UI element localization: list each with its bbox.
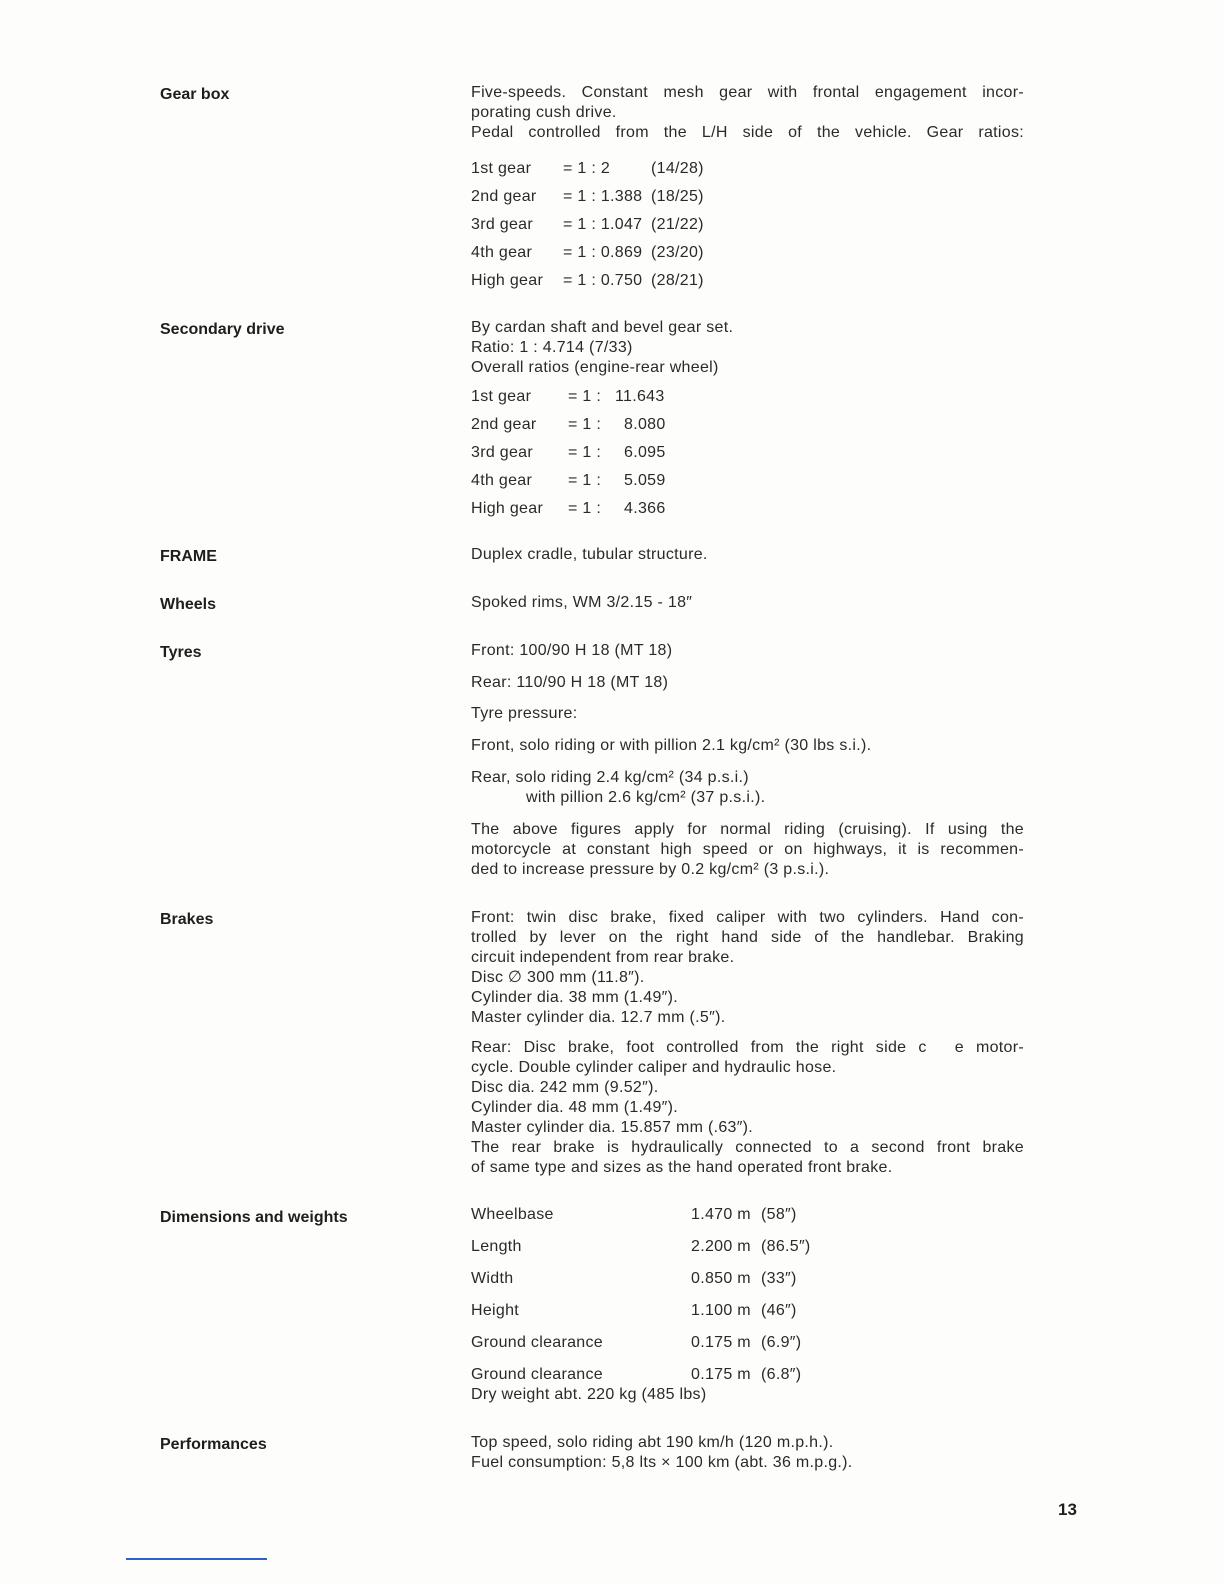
tyre-pressure-label: Tyre pressure: (471, 705, 578, 722)
text-line: cycle. Double cylinder caliper and hydraulic hose. (471, 1059, 837, 1076)
heading-wheels: Wheels (160, 596, 217, 613)
gear-teeth: (21/22) (651, 216, 704, 233)
dimension-value: 0.175 m (691, 1366, 751, 1383)
gear-teeth: (23/20) (651, 244, 704, 261)
dimension-imperial: (86.5″) (761, 1238, 811, 1255)
heading-tyres: Tyres (160, 644, 202, 661)
gear-ratio: = 1 : (568, 388, 602, 405)
text-line: of same type and sizes as the hand operated front brake. (471, 1159, 893, 1176)
gear-name: 4th gear (471, 244, 533, 261)
tyre-pressure-rear: Rear, solo riding 2.4 kg/cm² (34 p.s.i.) (471, 769, 749, 786)
tyres-rear: Rear: 110/90 H 18 (MT 18) (471, 674, 669, 691)
text-line: The above figures apply for normal riding (cruising). If using the (471, 821, 1024, 838)
dimension-imperial: (46″) (761, 1302, 797, 1319)
gear-ratio: = 1 : (568, 416, 602, 433)
dimension-label: Width (471, 1270, 514, 1287)
text-line: Pedal controlled from the L/H side of the vehicle. Gear ratios: (471, 124, 1024, 141)
heading-brakes: Brakes (160, 911, 214, 928)
text-line: Rear: Disc brake, foot controlled from the right side c e motor- (471, 1039, 1024, 1056)
dimension-label: Wheelbase (471, 1206, 554, 1223)
text-line: porating cush drive. (471, 104, 617, 121)
brakes-rear (471, 1038, 1024, 1178)
dimension-imperial: (6.8″) (761, 1366, 802, 1383)
dimension-value: 1.470 m (691, 1206, 751, 1223)
dimension-imperial: (58″) (761, 1206, 797, 1223)
text-line: The rear brake is hydraulically connected to a second front brake (471, 1139, 1024, 1156)
wheels-text: Spoked rims, WM 3/2.15 - 18″ (471, 594, 693, 611)
text-line: Master cylinder dia. 12.7 mm (.5″). (471, 1009, 726, 1026)
tyre-pressure-note (471, 820, 1024, 880)
gear-name: High gear (471, 272, 544, 289)
text-line: Cylinder dia. 38 mm (1.49″). (471, 989, 679, 1006)
gear-teeth: (18/25) (651, 188, 704, 205)
dimension-value: 0.850 m (691, 1270, 751, 1287)
gear-teeth: (28/21) (651, 272, 704, 289)
tyres-front: Front: 100/90 H 18 (MT 18) (471, 642, 673, 659)
brakes-front (471, 908, 1024, 1028)
page-number: 13 (1058, 1500, 1077, 1519)
dimension-label: Ground clearance (471, 1334, 603, 1351)
dry-weight: Dry weight abt. 220 kg (485 lbs) (471, 1386, 707, 1403)
text-line: Top speed, solo riding abt 190 km/h (120 m.p.h.). (471, 1434, 834, 1451)
gearbox-description (471, 83, 1024, 143)
gear-ratio: = 1 : (568, 500, 602, 517)
gear-ratio: = 1 : 2 (563, 160, 611, 177)
dimension-value: 2.200 m (691, 1238, 751, 1255)
gear-ratio: = 1 : 0.869 (563, 244, 643, 261)
gear-ratio-value: 6.095 (624, 444, 666, 461)
gear-ratio: = 1 : 1.388 (563, 188, 643, 205)
heading-secondary-drive: Secondary drive (160, 321, 285, 338)
gear-name: 2nd gear (471, 188, 537, 205)
dimension-label: Ground clearance (471, 1366, 603, 1383)
text-line: motorcycle at constant high speed or on highways, it is recommen- (471, 841, 1024, 858)
text-line: circuit independent from rear brake. (471, 949, 735, 966)
gear-teeth: (14/28) (651, 160, 704, 177)
gear-ratio-value: 8.080 (624, 416, 666, 433)
tyre-pressure-rear-pillion: with pillion 2.6 kg/cm² (37 p.s.i.). (526, 789, 766, 806)
gear-name: 4th gear (471, 472, 533, 489)
text-line: Front: twin disc brake, fixed caliper with two cylinders. Hand con- (471, 909, 1024, 926)
gear-ratio: = 1 : (568, 444, 602, 461)
gear-name: High gear (471, 500, 544, 517)
gear-name: 3rd gear (471, 444, 533, 461)
dimension-label: Length (471, 1238, 522, 1255)
gear-name: 1st gear (471, 160, 532, 177)
dimension-imperial: (6.9″) (761, 1334, 802, 1351)
heading-gear-box: Gear box (160, 86, 230, 103)
text-line: trolled by lever on the right hand side of the handlebar. Braking (471, 929, 1024, 946)
text-line: Ratio: 1 : 4.714 (7/33) (471, 339, 633, 356)
text-line: Disc ∅ 300 mm (11.8″). (471, 969, 645, 986)
text-line: Master cylinder dia. 15.857 mm (.63″). (471, 1119, 754, 1136)
dimension-value: 0.175 m (691, 1334, 751, 1351)
text-line: By cardan shaft and bevel gear set. (471, 319, 734, 336)
text-line: Fuel consumption: 5,8 lts × 100 km (abt. 36 m.p.g.). (471, 1454, 853, 1471)
gear-ratio-value: 11.643 (615, 388, 665, 405)
text-line: Overall ratios (engine-rear wheel) (471, 359, 719, 376)
tyre-pressure-front: Front, solo riding or with pillion 2.1 kg/cm² (30 lbs s.i.). (471, 737, 872, 754)
gear-ratio: = 1 : 1.047 (563, 216, 643, 233)
gear-ratio: = 1 : (568, 472, 602, 489)
gear-name: 3rd gear (471, 216, 533, 233)
gear-ratio-value: 5.059 (624, 472, 666, 489)
text-line: ded to increase pressure by 0.2 kg/cm² (3 p.s.i.). (471, 861, 830, 878)
performances-text (471, 1433, 1024, 1473)
frame-text: Duplex cradle, tubular structure. (471, 546, 708, 563)
dimension-imperial: (33″) (761, 1270, 797, 1287)
heading-frame: FRAME (160, 548, 217, 565)
gear-name: 1st gear (471, 388, 532, 405)
secondary-description (471, 318, 1024, 378)
heading-performances: Performances (160, 1436, 267, 1453)
gear-ratio: = 1 : 0.750 (563, 272, 643, 289)
footer-rule (126, 1558, 267, 1560)
gear-name: 2nd gear (471, 416, 537, 433)
dimension-value: 1.100 m (691, 1302, 751, 1319)
text-line: Five-speeds. Constant mesh gear with frontal engagement incor- (471, 84, 1024, 101)
text-line: Disc dia. 242 mm (9.52″). (471, 1079, 659, 1096)
gear-ratio-value: 4.366 (624, 500, 666, 517)
heading-dimensions: Dimensions and weights (160, 1209, 348, 1226)
dimension-label: Height (471, 1302, 520, 1319)
text-line: Cylinder dia. 48 mm (1.49″). (471, 1099, 679, 1116)
